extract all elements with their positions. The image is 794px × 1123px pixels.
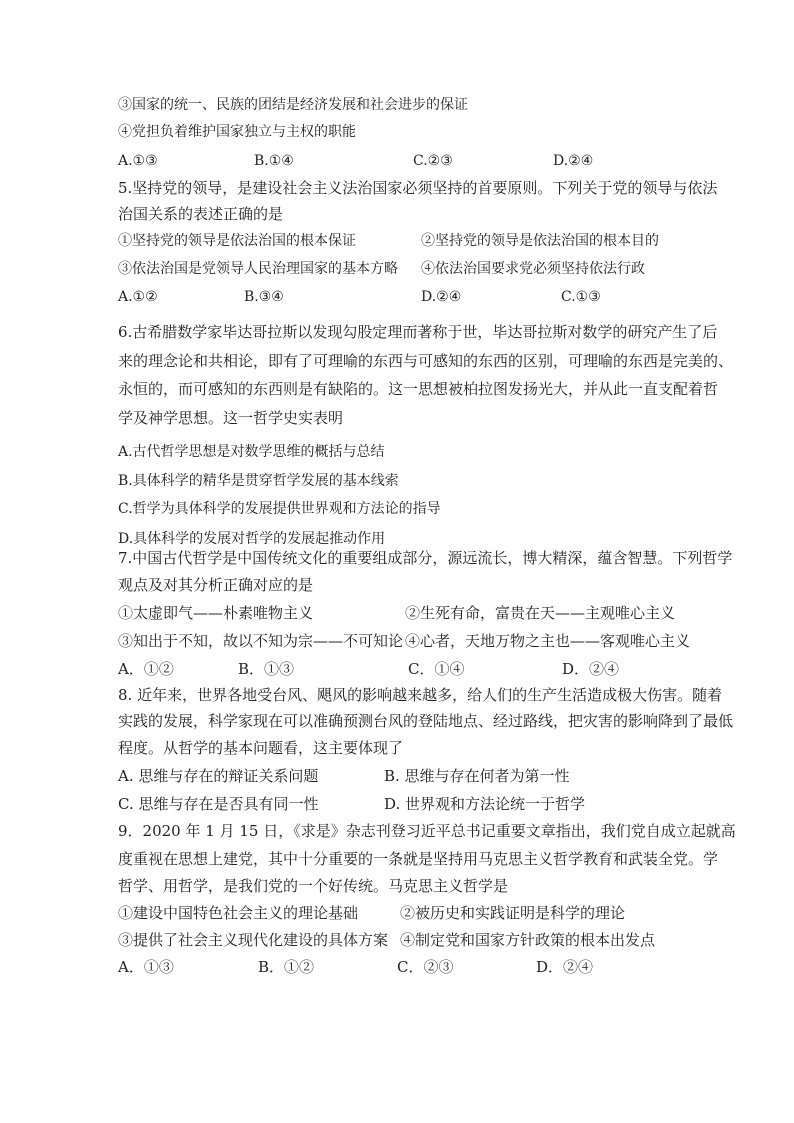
- prev-answer-c: C.②③: [413, 153, 453, 169]
- prev-option-4: ④党担负着维护国家独立与主权的职能: [118, 124, 356, 140]
- q8-option-a: A. 思维与存在的辩证关系问题: [118, 767, 319, 785]
- q9-answer-a: A．①③: [118, 958, 174, 976]
- q6-option-a: A.古代哲学思想是对数学思维的概括与总结: [118, 444, 385, 460]
- q5-answer-d: D.②④: [421, 289, 462, 305]
- q7-answer-c: C．①④: [408, 660, 465, 678]
- q5-stem-line-1: 5.坚持党的领导，是建设社会主义法治国家必须坚持的首要原则。下列关于党的领导与依法: [118, 179, 718, 197]
- prev-answer-b: B.①④: [254, 153, 294, 169]
- q7-stem-line-2: 观点及对其分析正确对应的是: [118, 576, 314, 594]
- q5-option-4: ④依法治国要求党必须坚持依法行政: [421, 261, 645, 277]
- q5-option-2: ②坚持党的领导是依法治国的根本目的: [421, 233, 659, 249]
- q8-stem-line-2: 实践的发展，科学家现在可以准确预测台风的登陆地点、经过路线，把灾害的影响降到了最低: [118, 712, 734, 730]
- q9-stem-line-2: 度重视在思想上建党，其中十分重要的一条就是坚持用马克思主义哲学教育和武装全党。学: [118, 850, 719, 868]
- q8-option-b: B. 思维与存在何者为第一性: [384, 767, 570, 785]
- q7-option-3: ③知出于不知，故以不知为宗——不可知论: [118, 632, 404, 650]
- q8-stem-line-3: 程度。从哲学的基本问题看，这主要体现了: [118, 739, 404, 757]
- prev-answer-d: D.②④: [553, 153, 594, 169]
- q9-option-1: ①建设中国特色社会主义的理论基础: [118, 904, 359, 922]
- q8-stem-line-1: 8. 近年来，世界各地受台风、飓风的影响越来越多，给人们的生产生活造成极大伤害。随着: [118, 686, 723, 704]
- q6-option-b: B.具体科学的精华是贯穿哲学发展的基本线索: [118, 473, 399, 489]
- q5-option-3: ③依法治国是党领导人民治理国家的基本方略: [118, 261, 398, 277]
- q8-option-c: C. 思维与存在是否具有同一性: [118, 795, 319, 813]
- q9-option-4: ④制定党和国家方针政策的根本出发点: [400, 931, 656, 949]
- q9-option-3: ③提供了社会主义现代化建设的具体方案: [118, 931, 389, 949]
- q7-option-1: ①太虚即气——朴素唯物主义: [118, 604, 314, 622]
- q6-stem-line-1: 6.古希腊数学家毕达哥拉斯以发现勾股定理而著称于世，毕达哥拉斯对数学的研究产生了后: [118, 323, 718, 341]
- q9-stem-line-3: 哲学、用哲学，是我们党的一个好传统。马克思主义哲学是: [118, 877, 509, 895]
- q6-option-c: C.哲学为具体科学的发展提供世界观和方法论的指导: [118, 501, 441, 517]
- q7-option-4: ④心者，天地万物之主也——客观唯心主义: [405, 632, 691, 650]
- q7-stem-line-1: 7.中国古代哲学是中国传统文化的重要组成部分，源远流长，博大精深，蕴含智慧。下列哲学: [118, 549, 733, 567]
- prev-option-3: ③国家的统一、民族的团结是经济发展和社会进步的保证: [118, 97, 468, 113]
- q5-option-1: ①坚持党的领导是依法治国的根本保证: [118, 233, 356, 249]
- q5-answer-c: C.①③: [561, 289, 601, 305]
- q9-answer-d: D．②④: [536, 958, 594, 976]
- q6-stem-line-3: 永恒的，而可感知的东西则是有缺陷的。这一思想被柏拉图发扬光大，并从此一直支配着哲: [118, 380, 719, 398]
- q5-answer-a: A.①②: [118, 289, 158, 305]
- q5-stem-line-2: 治国关系的表述正确的是: [118, 205, 284, 223]
- q6-stem-line-2: 来的理念论和共相论，即有了可理喻的东西与可感知的东西的区别，可理喻的东西是完美的、: [118, 352, 734, 370]
- q9-answer-b: B．①②: [258, 958, 315, 976]
- q7-answer-a: A．①②: [118, 660, 174, 678]
- q7-answer-b: B．①③: [238, 660, 295, 678]
- q7-option-2: ②生死有命，富贵在天——主观唯心主义: [405, 604, 676, 622]
- q8-option-d: D. 世界观和方法论统一于哲学: [384, 795, 586, 813]
- q6-option-d: D.具体科学的发展对哲学的发展起推动作用: [118, 531, 386, 547]
- q6-stem-line-4: 学及神学思想。这一哲学史实表明: [118, 409, 344, 427]
- prev-answer-a: A.①③: [118, 153, 158, 169]
- q9-answer-c: C．②③: [397, 958, 454, 976]
- q5-answer-b: B.③④: [244, 289, 284, 305]
- q9-stem-line-1: 9．2020 年 1 月 15 日，《求是》杂志刊登习近平总书记重要文章指出，我们党自成立起就高: [118, 822, 736, 840]
- q9-option-2: ②被历史和实践证明是科学的理论: [400, 904, 626, 922]
- q7-answer-d: D．②④: [562, 660, 620, 678]
